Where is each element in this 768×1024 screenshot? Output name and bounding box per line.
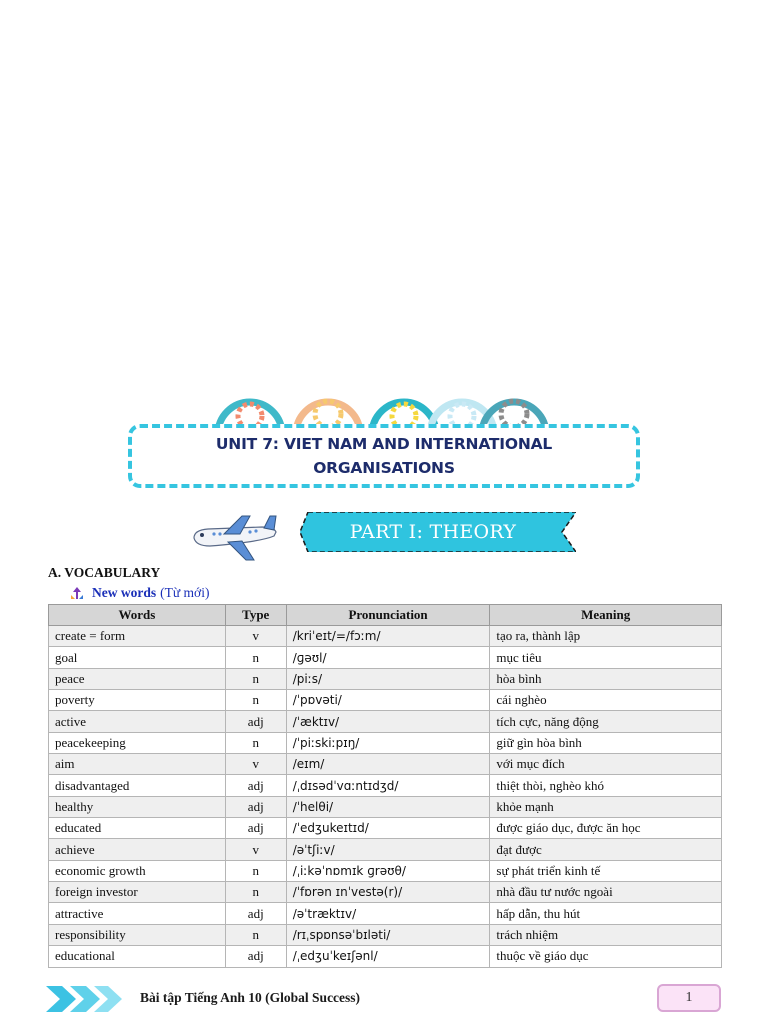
pronunciation-cell: /ˌdɪsədˈvɑːntɪdʒd/ [286, 775, 490, 796]
vocabulary-heading: A. VOCABULARY [48, 565, 161, 580]
word-cell: create = form [49, 626, 226, 647]
meaning-cell: được giáo dục, được ăn học [490, 818, 722, 839]
table-row [49, 690, 722, 711]
meaning-cell: với mục đích [490, 754, 722, 775]
word-cell: active [49, 711, 226, 732]
table-row [49, 818, 722, 839]
meaning-cell: đạt được [490, 839, 722, 860]
meaning-cell: trách nhiệm [490, 924, 722, 945]
type-cell: n [225, 647, 286, 668]
new-words-note: (Từ mới) [160, 585, 210, 600]
type-cell: adj [225, 775, 286, 796]
type-cell: v [225, 839, 286, 860]
word-cell: peacekeeping [49, 732, 226, 753]
airplane-icon [190, 512, 280, 564]
type-cell: n [225, 668, 286, 689]
word-cell: attractive [49, 903, 226, 924]
header-words: Words [49, 605, 226, 626]
type-cell: adj [225, 818, 286, 839]
table-row [49, 626, 722, 647]
meaning-cell: tích cực, năng động [490, 711, 722, 732]
pronunciation-cell: /ˌiːkəˈnɒmɪk ɡrəʊθ/ [286, 860, 490, 881]
type-cell: v [225, 626, 286, 647]
table-row [49, 839, 722, 860]
pronunciation-cell: /ˌedʒuˈkeɪʃənl/ [286, 946, 490, 967]
unit-title [216, 432, 552, 480]
table-row [49, 903, 722, 924]
word-cell: goal [49, 647, 226, 668]
pronunciation-cell: /eɪm/ [286, 754, 490, 775]
table-row [49, 647, 722, 668]
unit-title-line1: UNIT 7: VIET NAM AND INTERNATIONAL [215, 435, 553, 453]
word-cell: healthy [49, 796, 226, 817]
word-cell: aim [49, 754, 226, 775]
type-cell: adj [225, 796, 286, 817]
type-cell: n [225, 690, 286, 711]
table-row [49, 668, 722, 689]
unit-title-line2: ORGANISATIONS [313, 459, 455, 477]
type-cell: adj [225, 946, 286, 967]
word-cell: peace [49, 668, 226, 689]
table-row [49, 796, 722, 817]
pronunciation-cell: /piːs/ [286, 668, 490, 689]
word-cell: responsibility [49, 924, 226, 945]
unit-title-box [128, 424, 640, 488]
meaning-cell: giữ gìn hòa bình [490, 732, 722, 753]
table-row [49, 711, 722, 732]
pronunciation-cell: /ˈedʒukeɪtɪd/ [286, 818, 490, 839]
type-cell: v [225, 754, 286, 775]
pronunciation-cell: /ˈpiːskiːpɪŋ/ [286, 732, 490, 753]
meaning-cell: mục tiêu [490, 647, 722, 668]
table-row [49, 754, 722, 775]
table-row [49, 775, 722, 796]
word-cell: poverty [49, 690, 226, 711]
page-number: 1 [657, 984, 721, 1012]
new-words-subheading [70, 585, 209, 601]
pronunciation-cell: /əˈtræktɪv/ [286, 903, 490, 924]
pronunciation-cell: /ˈhelθi/ [286, 796, 490, 817]
pronunciation-cell: /ɡəʊl/ [286, 647, 490, 668]
type-cell: n [225, 882, 286, 903]
table-row [49, 946, 722, 967]
type-cell: n [225, 860, 286, 881]
word-cell: achieve [49, 839, 226, 860]
table-row [49, 732, 722, 753]
pronunciation-cell: /ˈfɒrən ɪnˈvestə(r)/ [286, 882, 490, 903]
meaning-cell: thuộc về giáo dục [490, 946, 722, 967]
word-cell: educational [49, 946, 226, 967]
meaning-cell: sự phát triển kinh tế [490, 860, 722, 881]
footer-chevrons-icon [46, 984, 126, 1014]
table-body [49, 626, 722, 968]
header-pronunciation: Pronunciation [286, 605, 490, 626]
header-meaning: Meaning [490, 605, 722, 626]
meaning-cell: thiệt thòi, nghèo khó [490, 775, 722, 796]
pronunciation-cell: /rɪˌspɒnsəˈbɪləti/ [286, 924, 490, 945]
word-cell: disadvantaged [49, 775, 226, 796]
type-cell: adj [225, 711, 286, 732]
new-words-label: New words [92, 585, 157, 600]
arrow-bullet-icon [70, 586, 84, 600]
type-cell: n [225, 924, 286, 945]
type-cell: n [225, 732, 286, 753]
meaning-cell: khỏe mạnh [490, 796, 722, 817]
meaning-cell: hấp dẫn, thu hút [490, 903, 722, 924]
word-cell: economic growth [49, 860, 226, 881]
meaning-cell: hòa bình [490, 668, 722, 689]
table-row [49, 882, 722, 903]
word-cell: educated [49, 818, 226, 839]
meaning-cell: nhà đầu tư nước ngoài [490, 882, 722, 903]
table-row [49, 924, 722, 945]
header-type: Type [225, 605, 286, 626]
pronunciation-cell: /əˈtʃiːv/ [286, 839, 490, 860]
part-banner-title: PART I: THEORY [349, 521, 517, 543]
table-header-row [49, 605, 722, 626]
footer-book-title: Bài tập Tiếng Anh 10 (Global Success) [140, 990, 361, 1005]
pronunciation-cell: /kriˈeɪt/=/fɔːm/ [286, 626, 490, 647]
word-cell: foreign investor [49, 882, 226, 903]
type-cell: adj [225, 903, 286, 924]
table-row [49, 860, 722, 881]
pronunciation-cell: /ˈpɒvəti/ [286, 690, 490, 711]
meaning-cell: cái nghèo [490, 690, 722, 711]
vocabulary-table [48, 604, 722, 968]
pronunciation-cell: /ˈæktɪv/ [286, 711, 490, 732]
meaning-cell: tạo ra, thành lập [490, 626, 722, 647]
